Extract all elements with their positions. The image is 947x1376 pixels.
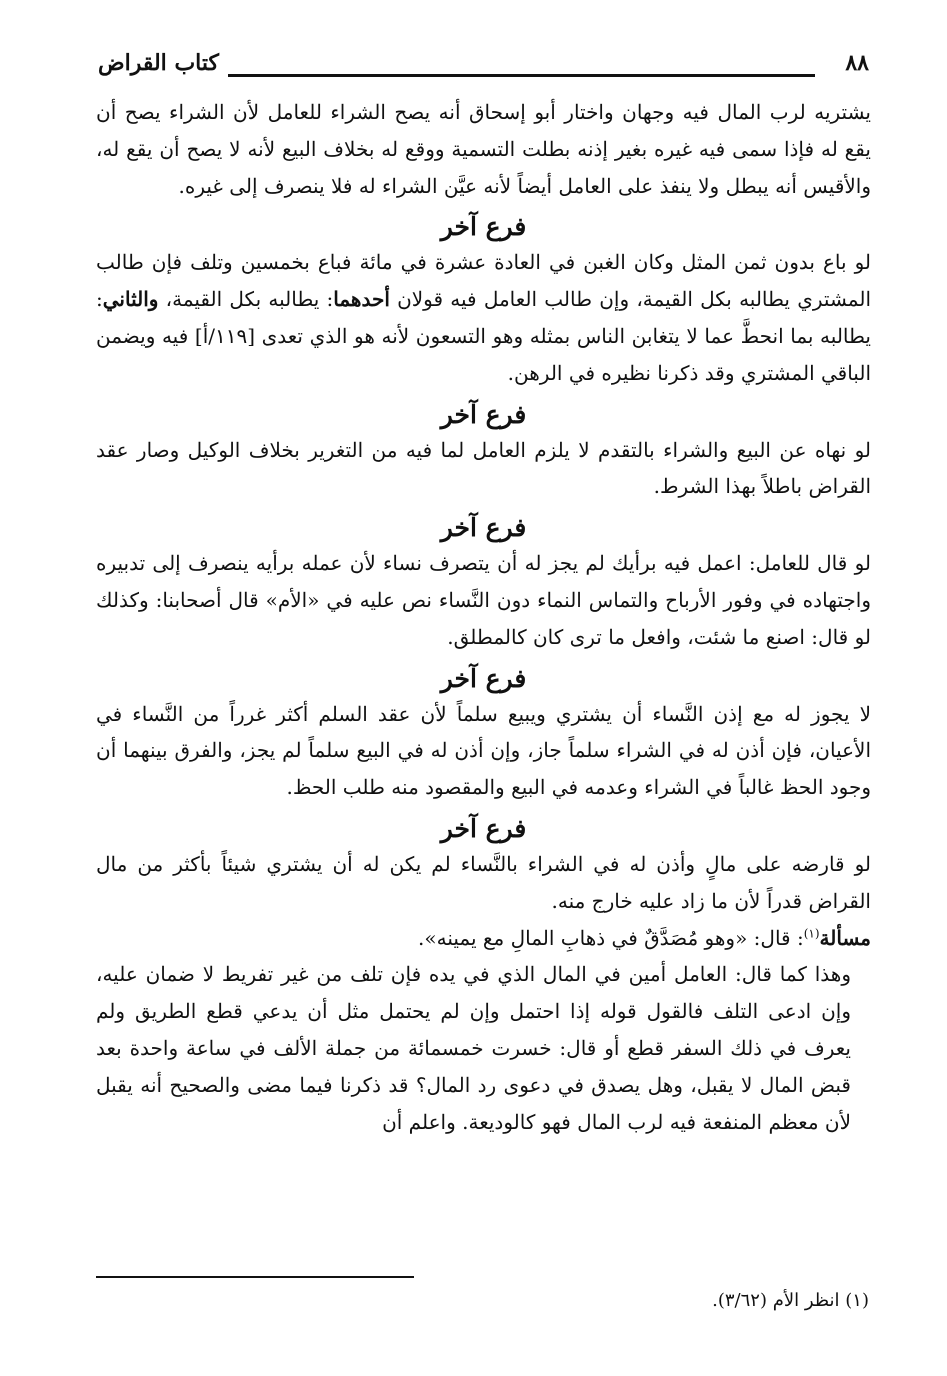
paragraph-2-part-e: : يطالبه بما انحطَّ عما لا يتغابن الناس بمثله وهو التسعون لأنه هو الذي تعدى [١١٩/أ] فيه ويضمن الباقي المشتري وقد ذكرنا نظيره في الرهن. bbox=[96, 287, 871, 385]
footnote: (١) انظر الأم (٣/٦٢). bbox=[712, 1290, 869, 1311]
second-opinion-label: والثاني bbox=[102, 287, 159, 312]
page-header bbox=[96, 48, 871, 88]
paragraph-7: وهذا كما قال: العامل أمين في المال الذي في يده فإن تلف من غير تفريط لا ضمان عليه، وإن ادعى التلف فالقول قوله إذا احتمل وإن لم يحتمل مثل أن يدعي قطع الطريق ولم يعرف في ذلك السفر قطع أو قال: خسرت خمسمائة من جملة الألف في ساعة واحدة بعد قبض المال لا يقبل، وهل يصدق في دعوى رد المال؟ قد ذكرنا فيما مضى والصحيح أنه يقبل لأن معظم المنفعة فيه لرب المال فهو كالوديعة. واعلم أن bbox=[96, 962, 851, 1134]
branch-heading-5: فرع آخر bbox=[440, 813, 527, 843]
paragraph-2-part-c: : يطالبه بكل القيمة، bbox=[158, 287, 334, 312]
paragraph-2 bbox=[96, 244, 871, 391]
book-title: كتاب القراض bbox=[98, 50, 219, 76]
paragraph-2-part-a: لو باع بدون ثمن المثل وكان الغبن في العادة عشرة في مائة فباع بخمسين وتلف فإن طالب المشتري يطالبه بكل القيمة، وإن طالب العامل فيه قولان bbox=[96, 250, 871, 312]
branch-heading-1: فرع آخر bbox=[440, 212, 527, 242]
book-page bbox=[96, 40, 871, 1340]
branch-heading-4: فرع آخر bbox=[440, 663, 527, 693]
paragraph-5: لا يجوز له مع إذن النَّساء أن يشتري ويبيع سلماً لأن عقد السلم أكثر غرراً من النَّساء في الأعيان، فإن أذن له في الشراء سلماً جاز، وإن أذن له في البيع سلماً لم يجز، والفرق بينهما أن وجود الحظ غالباً في الشراء وعدمه في البيع والمقصود منه طلب الحظ. bbox=[96, 701, 871, 800]
paragraph-4: لو قال للعامل: اعمل فيه برأيك لم يجز له أن يتصرف نساء لأن عمله برأيه ينصرف إلى تدبيره واجتهاده في وفور الأرباح والتماس النماء دون النَّساء نص عليه في «الأم» قال أصحابنا: وكذلك لو قال: اصنع ما شئت، وافعل ما ترى كان كالمطلق. bbox=[96, 551, 871, 649]
masala-text: : قال: «وهو مُصَدَّقٌ في ذهابِ المالِ مع يمينه». bbox=[418, 925, 804, 950]
footnote-rule bbox=[96, 1276, 414, 1278]
page-body bbox=[96, 94, 871, 1140]
footnote-reference: (١) bbox=[803, 925, 820, 940]
first-opinion-label: أحدهما bbox=[333, 287, 390, 312]
paragraph-1: يشتريه لرب المال فيه وجهان واختار أبو إسحاق أنه يصح الشراء للعامل لأن الشراء يصح أن يقع له فإذا سمى فيه غيره بغير إذنه بطلت التسمية ووقع له بخلاف البيع لأنه لا يصح أن يقع له، والأقيس أنه يبطل ولا ينفذ على العامل أيضاً لأنه عيَّن الشراء له فلا ينصرف إلى غيره. bbox=[96, 100, 871, 198]
branch-heading-2: فرع آخر bbox=[440, 399, 527, 429]
masala-paragraph bbox=[96, 920, 871, 957]
header-rule bbox=[228, 74, 815, 77]
masala-label: مسألة bbox=[819, 925, 871, 950]
paragraph-3: لو نهاه عن البيع والشراء بالتقدم لا يلزم العامل لما فيه من التغرير بخلاف الوكيل وصار عقد القراض باطلاً بهذا الشرط. bbox=[96, 437, 871, 499]
page-number: ٨٨ bbox=[845, 50, 869, 76]
branch-heading-3: فرع آخر bbox=[440, 513, 527, 543]
paragraph-6: لو قارضه على مالٍ وأذن له في الشراء بالنَّساء لم يكن له أن يشتري شيئاً بأكثر من مال القراض قدراً لأن ما زاد عليه خارج منه. bbox=[96, 851, 872, 913]
